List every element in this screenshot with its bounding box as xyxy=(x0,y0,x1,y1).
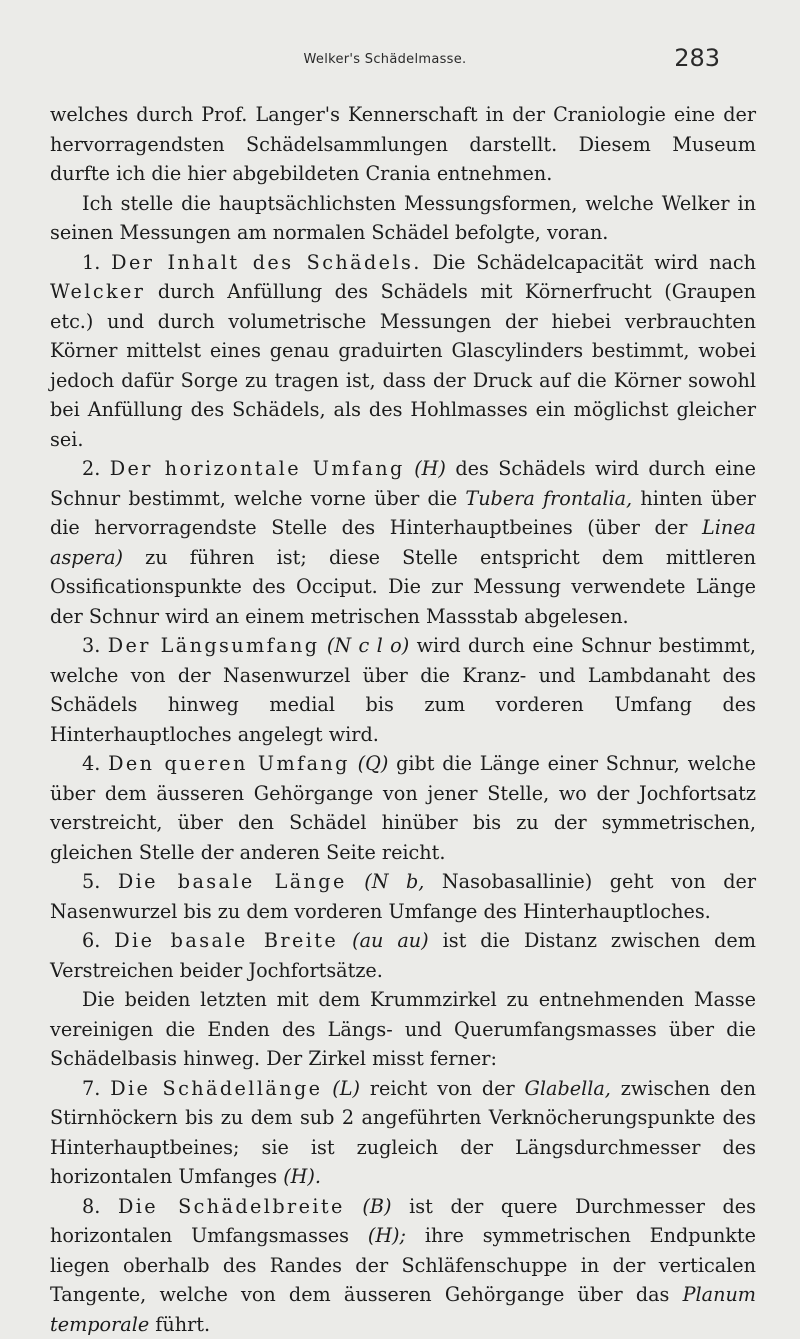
item-term: Der horizontale Umfang xyxy=(109,457,405,480)
item-term: Den queren Umfang xyxy=(108,752,350,775)
item-symbol: (N b, xyxy=(364,870,425,893)
running-title: Welker's Schädelmasse. xyxy=(303,52,467,67)
item-symbol: (N c l o) xyxy=(326,634,410,657)
item-number: 8. xyxy=(82,1194,101,1218)
item-text: führt. xyxy=(149,1312,211,1336)
item-symbol: (au au) xyxy=(352,929,429,952)
item-symbol: (B) xyxy=(362,1194,392,1218)
item-symbol: (L) xyxy=(332,1076,360,1100)
body-text xyxy=(50,100,756,1339)
paragraph-item-3 xyxy=(50,631,756,749)
item-text: durch Anfüllung des Schädels mit Körnerfrucht (Graupen etc.) und durch volumetrische Messungen der hiebei verbrauchten Körner mittelst eines genau graduirten Glascylinders bestimmt, wobei jedoch dafür Sorge zu tragen ist, dass der Druck auf die Körner sowohl bei Anfüllung des Schädels, als des Hohlmasses ein möglichst gleicher sei. xyxy=(50,280,756,451)
item-number: 4. xyxy=(82,752,101,775)
item-number: 3. xyxy=(82,634,101,657)
paragraph-item-5 xyxy=(50,867,756,926)
item-text: zu führen ist; diese Stelle entspricht dem mittleren Ossificationspunkte des Occiput. Die zur Messung verwendete Länge der Schnur wird an einem metrischen Massstab abgelesen. xyxy=(50,545,756,628)
latin-term: Linea aspera) xyxy=(50,516,756,569)
running-head xyxy=(50,44,720,90)
paragraph-item-8 xyxy=(50,1192,756,1339)
paragraph-item-4 xyxy=(50,749,756,867)
item-text: des Schädels wird durch eine Schnur bestimmt, welche vorne über die xyxy=(50,457,756,510)
item-number: 6. xyxy=(82,929,101,952)
author-name: Welcker xyxy=(50,280,146,303)
item-term: Die basale Breite xyxy=(114,929,339,952)
item-term: Die basale Länge xyxy=(117,870,347,893)
paragraph-item-6 xyxy=(50,926,756,985)
paragraph-preface: Ich stelle die hauptsächlichsten Messungsformen, welche Welker in seinen Messungen am normalen Schädel befolgte, voran. xyxy=(50,191,756,244)
item-number: 1. xyxy=(82,250,101,274)
item-number: 5. xyxy=(82,870,101,893)
paragraph-item-1 xyxy=(50,248,756,455)
item-term: Der Inhalt des Schädels. xyxy=(111,250,422,274)
item-term: Die Schädelbreite xyxy=(117,1194,345,1218)
item-text: Nasobasallinie) geht von der Nasenwurzel bis zu dem vorderen Umfange des Hinterhauptloches. xyxy=(50,870,757,923)
latin-term: Planum temporale xyxy=(50,1283,756,1336)
item-symbol: (H); xyxy=(367,1224,407,1247)
item-number: 7. xyxy=(82,1076,101,1100)
item-text: ist der quere Durchmesser des horizontalen Umfangsmasses xyxy=(50,1194,757,1247)
item-symbol: (Q) xyxy=(357,752,389,775)
paragraph-item-7 xyxy=(50,1074,756,1192)
item-text: zwischen den Stirnhöckern bis zu dem sub 2 angeführten Verknöcherungspunkte des Hinterhauptbeines; sie ist zugleich der Längsdurchmesser des horizontalen Umfanges xyxy=(50,1076,756,1188)
item-text: ist die Distanz zwischen dem Verstreichen beider Jochfortsätze. xyxy=(50,929,756,982)
page-number: 283 xyxy=(674,44,720,72)
paragraph-note: Die beiden letzten mit dem Krummzirkel zu entnehmenden Masse vereinigen die Enden des Längs- und Querumfangsmasses über die Schädelbasis hinweg. Der Zirkel misst ferner: xyxy=(50,988,756,1070)
paragraph-item-2 xyxy=(50,454,756,631)
item-text: hinten über die hervorragendste Stelle des Hinterhauptbeines (über der xyxy=(50,486,756,539)
item-text: Die Schädelcapacität wird nach xyxy=(421,250,756,274)
item-text: ihre symmetrischen Endpunkte liegen oberhalb des Randes der Schläfenschuppe in der verticalen Tangente, welche von dem äusseren Gehörgange über das xyxy=(50,1224,756,1306)
latin-term: Tubera frontalia, xyxy=(465,486,633,510)
item-term: Der Längsumfang xyxy=(107,634,320,657)
item-symbol: (H) xyxy=(414,457,446,480)
latin-term: Glabella, xyxy=(524,1076,611,1100)
paragraph-intro: welches durch Prof. Langer's Kennerschaft in der Craniologie eine der hervorragendsten Schädelsammlungen darstellt. Diesem Museum durfte ich die hier abgebildeten Crania entnehmen. xyxy=(50,103,756,185)
item-text: gibt die Länge einer Schnur, welche über dem äusseren Gehörgange von jener Stelle, wo der Jochfortsatz verstreicht, über den Schädel hinüber bis zu der symmetrischen, gleichen Stelle der anderen Seite reicht. xyxy=(50,752,756,864)
item-number: 2. xyxy=(82,457,101,480)
item-text: wird durch eine Schnur bestimmt, welche von der Nasenwurzel über die Kranz- und Lambdanaht des Schädels hinweg medial bis zum vorderen Umfang des Hinterhauptloches angelegt wird. xyxy=(50,634,756,746)
item-symbol: (H). xyxy=(283,1165,321,1188)
item-term: Die Schädellänge xyxy=(110,1076,323,1100)
item-text: reicht von der xyxy=(360,1076,525,1100)
